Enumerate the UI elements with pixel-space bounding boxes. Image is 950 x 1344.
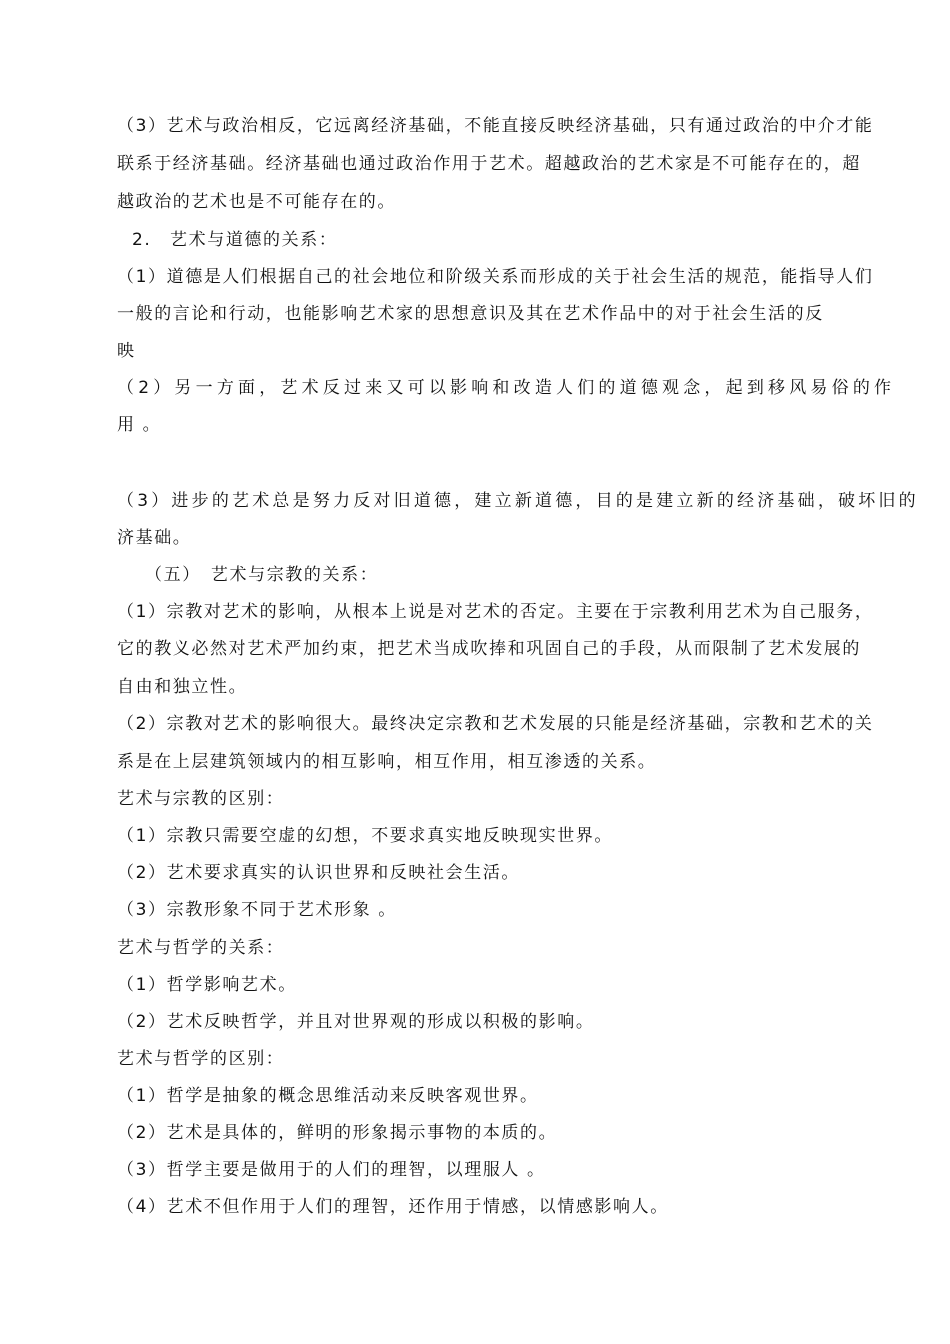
text-line: 系是在上层建筑领域内的相互影响，相互作用，相互渗透的关系。: [117, 752, 657, 772]
text-line: （2）宗教对艺术的影响很大。最终决定宗教和艺术发展的只能是经济基础，宗教和艺术的关: [117, 714, 874, 734]
text-line: （3）艺术与政治相反，它远离经济基础，不能直接反映经济基础，只有通过政治的中介才能: [117, 116, 874, 136]
text-line: 用 。: [117, 415, 162, 435]
text-line: （3）宗教形象不同于艺术形象 。: [117, 900, 397, 920]
subheading: 艺术与哲学的区别：: [117, 1049, 285, 1069]
text-line: （1）哲学是抽象的概念思维活动来反映客观世界。: [117, 1086, 539, 1106]
text-line: 联系于经济基础。经济基础也通过政治作用于艺术。超越政治的艺术家是不可能存在的，超: [117, 154, 861, 174]
subheading: 艺术与宗教的区别：: [117, 789, 285, 809]
text-line: （1）宗教只需要空虚的幻想，不要求真实地反映现实世界。: [117, 826, 614, 846]
text-line: （2）艺术是具体的，鲜明的形象揭示事物的本质的。: [117, 1123, 558, 1143]
text-line: （3）哲学主要是做用于的人们的理智，以理服人 。: [117, 1160, 546, 1180]
section-heading: 2. 艺术与道德的关系：: [132, 230, 338, 250]
text-line: （3）进步的艺术总是努力反对旧道德，建立新道德，目的是建立新的经济基础，破坏旧的: [117, 491, 919, 511]
text-line: 映: [117, 341, 136, 361]
subheading: 艺术与哲学的关系：: [117, 938, 285, 958]
text-line: （1）宗教对艺术的影响，从根本上说是对艺术的否定。主要在于宗教利用艺术为自己服务，: [117, 602, 874, 622]
text-line: 一般的言论和行动，也能影响艺术家的思想意识及其在艺术作品中的对于社会生活的反: [117, 304, 824, 324]
text-line: （2）艺术要求真实的认识世界和反映社会生活。: [117, 863, 521, 883]
text-line: 它的教义必然对艺术严加约束，把艺术当成吹捧和巩固自己的手段，从而限制了艺术发展的: [117, 639, 861, 659]
text-line: （4）艺术不但作用于人们的理智，还作用于情感，以情感影响人。: [117, 1197, 669, 1217]
text-line: （2）另一方面，艺术反过来又可以影响和改造人们的道德观念，起到移风易俗的作: [117, 378, 896, 398]
section-heading: （五） 艺术与宗教的关系：: [145, 565, 379, 585]
text-line: （1）哲学影响艺术。: [117, 975, 297, 995]
text-line: （1）道德是人们根据自己的社会地位和阶级关系而形成的关于社会生活的规范，能指导人们: [117, 267, 874, 287]
text-line: 越政治的艺术也是不可能存在的。: [117, 192, 396, 212]
text-line: （2）艺术反映哲学，并且对世界观的形成以积极的影响。: [117, 1012, 595, 1032]
text-line: 自由和独立性。: [117, 677, 248, 697]
text-line: 济基础。: [117, 528, 192, 548]
